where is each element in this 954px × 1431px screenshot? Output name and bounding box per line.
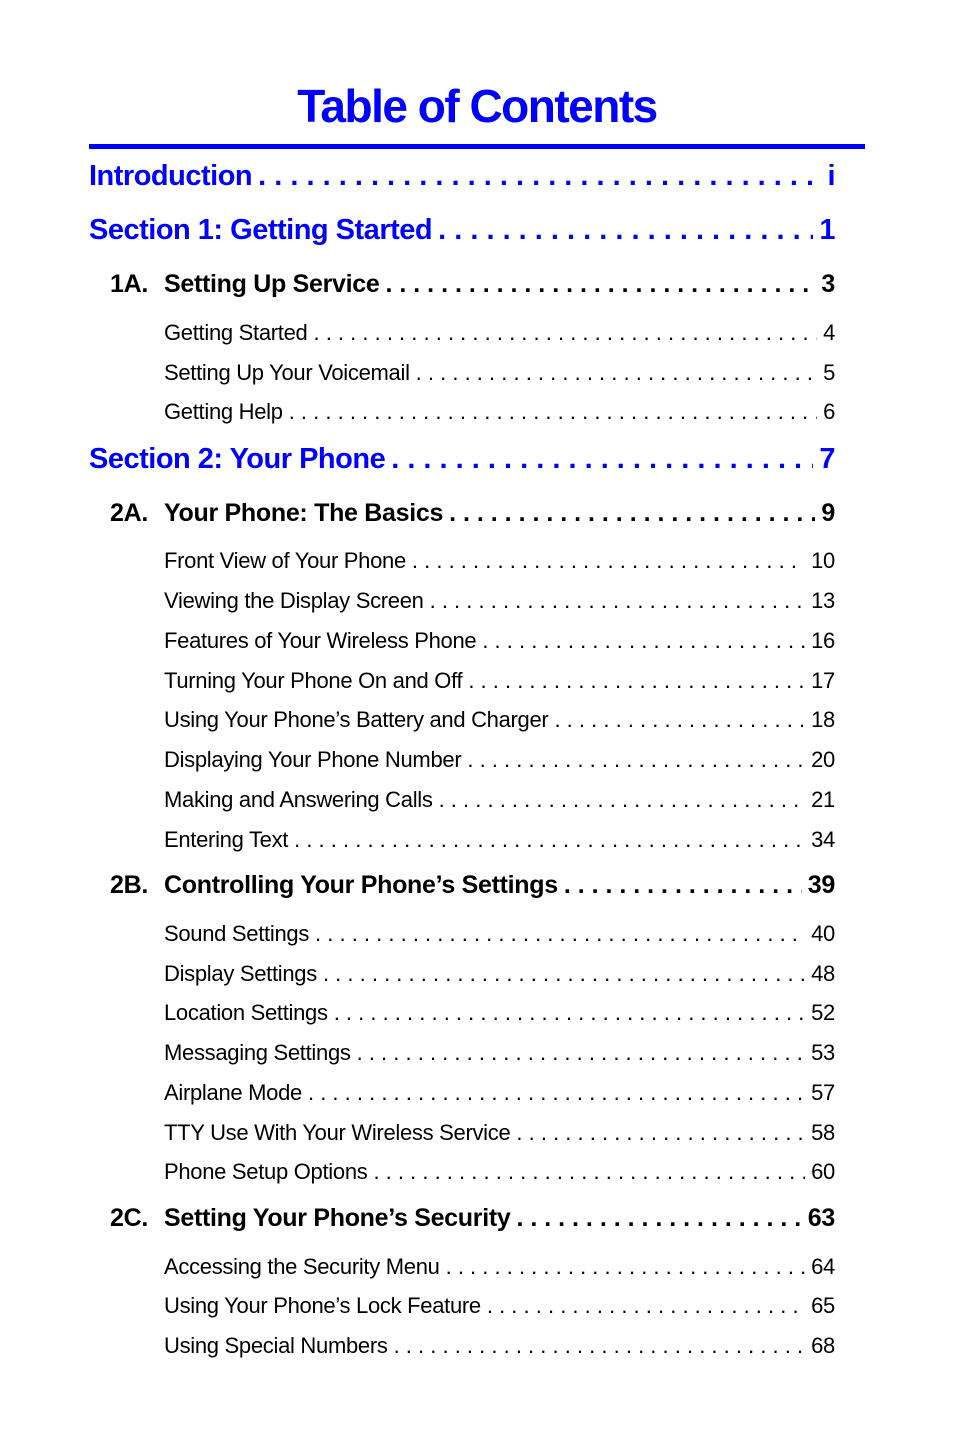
- toc-label: Controlling Your Phone’s Settings: [164, 871, 558, 899]
- dot-leader: [308, 1076, 805, 1110]
- dot-leader: [258, 159, 821, 193]
- toc-item[interactable]: [164, 917, 835, 951]
- toc-label: Your Phone: The Basics: [164, 499, 444, 527]
- dot-leader: [468, 664, 805, 698]
- dot-leader: [416, 356, 817, 390]
- toc-page-number: 52: [811, 1000, 835, 1025]
- dot-leader: [412, 544, 805, 578]
- toc-label: Airplane Mode: [164, 1080, 302, 1105]
- toc-section-introduction[interactable]: [89, 159, 835, 193]
- toc-page-number: 63: [807, 1204, 835, 1232]
- toc-item[interactable]: [164, 544, 835, 578]
- dot-leader: [323, 957, 805, 991]
- toc-label: TTY Use With Your Wireless Service: [164, 1120, 511, 1145]
- toc-label: Getting Help: [164, 399, 283, 424]
- toc-item[interactable]: [164, 1076, 835, 1110]
- toc-page-number: 53: [811, 1040, 835, 1065]
- toc-page-number: 18: [811, 707, 835, 732]
- dot-leader: [313, 316, 817, 350]
- toc-page-number: 58: [811, 1120, 835, 1145]
- dot-leader: [554, 703, 805, 737]
- toc-subsection-1a[interactable]: [110, 267, 835, 301]
- toc-label: Front View of Your Phone: [164, 548, 406, 573]
- toc-label: Using Your Phone’s Lock Feature: [164, 1293, 481, 1318]
- toc-page-number: 64: [811, 1254, 835, 1279]
- dot-leader: [516, 1201, 801, 1235]
- toc-subsection-number: 1A.: [110, 270, 149, 298]
- toc-subsection-2c[interactable]: [110, 1201, 835, 1235]
- toc-page-number: 65: [811, 1293, 835, 1318]
- toc-page-number: 48: [811, 961, 835, 986]
- toc-label: Setting Up Your Voicemail: [164, 360, 410, 385]
- toc-item[interactable]: [164, 783, 835, 817]
- toc-label: Using Special Numbers: [164, 1333, 388, 1358]
- toc-section-2[interactable]: [89, 442, 835, 476]
- toc-label: Setting Up Service: [164, 270, 380, 298]
- title-divider: [89, 144, 865, 149]
- toc-item[interactable]: [164, 1289, 835, 1323]
- toc-page-number: 5: [823, 360, 835, 385]
- toc-label: Section 1: Getting Started: [89, 214, 433, 246]
- toc-item[interactable]: [164, 1329, 835, 1363]
- toc-label: Making and Answering Calls: [164, 787, 433, 812]
- toc-item[interactable]: [164, 584, 835, 618]
- toc-label: Viewing the Display Screen: [164, 588, 424, 613]
- toc-label: Entering Text: [164, 827, 289, 852]
- toc-page-number: 68: [811, 1333, 835, 1358]
- toc-page-number: 57: [811, 1080, 835, 1105]
- dot-leader: [315, 917, 805, 951]
- dot-leader: [449, 496, 815, 530]
- page-title: Table of Contents: [297, 80, 657, 132]
- dot-leader: [386, 267, 816, 301]
- toc-item[interactable]: [164, 395, 835, 429]
- toc-label: Sound Settings: [164, 921, 310, 946]
- toc-label: Location Settings: [164, 1000, 328, 1025]
- dot-leader: [564, 868, 802, 902]
- dot-leader: [294, 823, 805, 857]
- toc-label: Getting Started: [164, 320, 308, 345]
- toc-label: Accessing the Security Menu: [164, 1254, 440, 1279]
- toc-page-number: 9: [821, 499, 835, 527]
- toc-item[interactable]: [164, 356, 835, 390]
- toc-page-number: 40: [811, 921, 835, 946]
- toc-page-number: 1: [819, 214, 835, 246]
- toc-label: Features of Your Wireless Phone: [164, 628, 477, 653]
- toc-page-number: 17: [811, 668, 835, 693]
- dot-leader: [430, 584, 806, 618]
- toc-subsection-number: 2B.: [110, 871, 149, 899]
- dot-leader: [391, 442, 813, 476]
- toc-page-number: 4: [823, 320, 835, 345]
- toc-page-number: 34: [811, 827, 835, 852]
- toc-page-number: i: [827, 160, 835, 192]
- dot-leader: [357, 1036, 806, 1070]
- toc-page-number: 7: [819, 443, 835, 475]
- dot-leader: [394, 1329, 806, 1363]
- toc-page-number: 21: [811, 787, 835, 812]
- toc-page-number: 60: [811, 1159, 835, 1184]
- toc-page-number: 6: [823, 399, 835, 424]
- toc-item[interactable]: [164, 957, 835, 991]
- toc-item[interactable]: [164, 1036, 835, 1070]
- toc-page-number: 20: [811, 747, 835, 772]
- toc-page-number: 3: [821, 270, 835, 298]
- toc-label: Section 2: Your Phone: [89, 443, 386, 475]
- toc-label: Phone Setup Options: [164, 1159, 368, 1184]
- toc-item[interactable]: [164, 703, 835, 737]
- toc-label: Setting Your Phone’s Security: [164, 1204, 511, 1232]
- dot-leader: [289, 395, 817, 429]
- toc-item[interactable]: [164, 743, 835, 777]
- dot-leader: [482, 624, 805, 658]
- toc-section-1[interactable]: [89, 213, 835, 247]
- toc-page-number: 10: [811, 548, 835, 573]
- toc-item[interactable]: [164, 823, 835, 857]
- toc-label: Display Settings: [164, 961, 317, 986]
- toc-item[interactable]: [164, 1155, 835, 1189]
- toc-item[interactable]: [164, 1116, 835, 1150]
- toc-subsection-2a[interactable]: [110, 496, 835, 530]
- dot-leader: [487, 1289, 805, 1323]
- toc-item[interactable]: [164, 316, 835, 350]
- toc-item[interactable]: [164, 1250, 835, 1284]
- toc-page-number: 13: [811, 588, 835, 613]
- toc-subsection-2b[interactable]: [110, 868, 835, 902]
- dot-leader: [373, 1155, 805, 1189]
- dot-leader: [467, 743, 805, 777]
- dot-leader: [439, 783, 806, 817]
- toc-label: Displaying Your Phone Number: [164, 747, 462, 772]
- dot-leader: [516, 1116, 805, 1150]
- toc-page-number: 39: [807, 871, 835, 899]
- toc-label: Turning Your Phone On and Off: [164, 668, 463, 693]
- toc-subsection-number: 2C.: [110, 1204, 149, 1232]
- toc-item[interactable]: [164, 624, 835, 658]
- toc-label: Introduction: [89, 160, 253, 192]
- toc-label: Using Your Phone’s Battery and Charger: [164, 707, 549, 732]
- dot-leader: [334, 996, 805, 1030]
- dot-leader: [446, 1250, 806, 1284]
- toc-item[interactable]: [164, 996, 835, 1030]
- toc-item[interactable]: [164, 664, 835, 698]
- toc-label: Messaging Settings: [164, 1040, 351, 1065]
- dot-leader: [438, 213, 813, 247]
- toc-subsection-number: 2A.: [110, 499, 149, 527]
- toc-page-number: 16: [811, 628, 835, 653]
